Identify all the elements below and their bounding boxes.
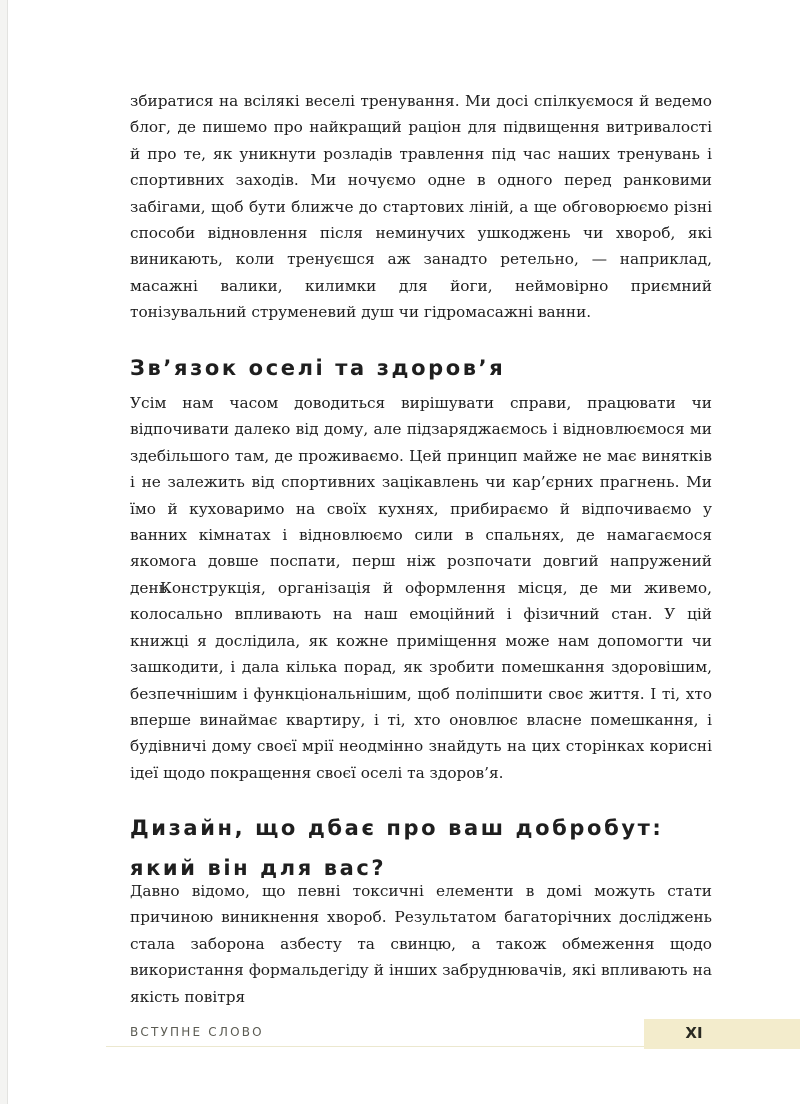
body-paragraph-3: Конструкція, організація й оформлення місця, де ми живемо, колосально впливають на наш емоційний і фізичний стан. У цій книжці я дослідила, як кожне приміщення може нам допомогти чи зашкодити, і дала кілька порад, як зробити помешкання здоровішим, безпечнішим і функціональнішим, щоб поліпшити своє життя. І ті, хто вперше винаймає квартиру, і ті, хто оновлює власне помешкання, і будівничі дому своєї мрії неодмінно знайдуть на цих сторінках корисні ідеї щодо покращення своєї оселі та здоров’я.: [130, 579, 712, 782]
footer-divider: [106, 1046, 646, 1047]
page-number: XI: [685, 1024, 703, 1042]
page-number-box: [644, 1019, 800, 1049]
section-heading-home-health: Зв’язок оселі та здоров’я: [130, 356, 506, 380]
body-paragraph-2: Усім нам часом доводиться вирішувати справи, працювати чи відпочивати далеко від дому, але підзаряджаємось і відновлюємося ми здебільшого там, де проживаємо. Цей принцип майже не має винятків і не залежить від спортивних зацікавлень чи кар’єрних прагнень. Ми їмо й куховаримо на своїх кухнях, прибираємо й відпочиваємо у ванних кімнатах і відновлюємо сили в спальнях, де намагаємося якомога довше поспати, перш ніж розпочати довгий напружений день.: [130, 394, 712, 597]
body-paragraph-4: Давно відомо, що певні токсичні елементи в домі можуть стати причиною виникнення хвороб. Результатом багаторічних досліджень стала заборона азбесту та свинцю, а також обмеження щодо використання формальдегіду й інших забруднювачів, які впливають на якість повітря: [130, 882, 712, 1006]
book-page: [8, 0, 800, 1104]
running-footer-section: ВСТУПНЕ СЛОВО: [130, 1025, 264, 1039]
section-heading-design-line-1: Дизайн, що дбає про ваш добробут:: [130, 816, 664, 840]
body-paragraph-1: збиратися на всілякі веселі тренування. Ми досі спілкуємося й ведемо блог, де пишемо про найкращий раціон для підвищення витривалості й про те, як уникнути розладів травлення під час наших тренувань і спортивних заходів. Ми ночуємо одне в одного перед ранковими забігами, щоб бути ближче до стартових ліній, а ще обговорюємо різні способи відновлення після неминучих ушкоджень чи хвороб, які виникають, коли тренуєшся аж занадто ретельно, — наприклад, масажні валики, килимки для йоги, неймовірно приємний тонізувальний струменевий душ чи гідромасажні ванни.: [130, 92, 712, 322]
section-heading-design-line-2: який він для вас?: [130, 856, 387, 880]
